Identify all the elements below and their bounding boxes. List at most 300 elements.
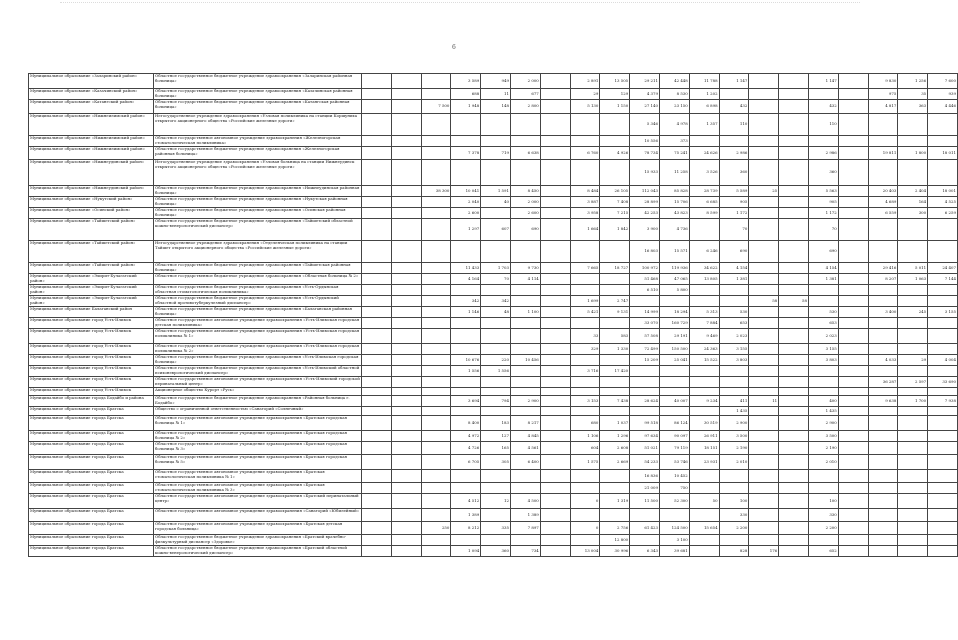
municipality-cell: Муниципальное образование город Усть-Илимск xyxy=(29,318,154,329)
value-cell xyxy=(630,535,660,546)
value-cell: 43 823 xyxy=(659,208,689,219)
health-institutions-table xyxy=(28,73,958,557)
value-cell xyxy=(898,407,928,416)
value-cell xyxy=(540,396,570,407)
value-cell xyxy=(779,186,809,197)
value-cell xyxy=(689,296,719,307)
value-cell: 70 xyxy=(808,219,838,241)
value-cell xyxy=(451,136,481,147)
value-cell: 4 512 xyxy=(451,494,481,509)
table-row xyxy=(29,147,958,160)
value-cell xyxy=(362,89,392,100)
value-cell xyxy=(540,509,570,522)
value-cell xyxy=(659,366,689,377)
value-cell: 220 xyxy=(481,355,511,366)
value-cell: 13 505 xyxy=(600,74,630,89)
value-cell xyxy=(451,318,481,329)
value-cell xyxy=(600,136,630,147)
municipality-cell: Муниципальное образование города Братска xyxy=(29,522,154,535)
value-cell xyxy=(510,114,540,136)
value-cell xyxy=(630,407,660,416)
table-row xyxy=(29,396,958,407)
value-cell xyxy=(838,296,868,307)
table-row xyxy=(29,208,958,219)
value-cell xyxy=(838,494,868,509)
value-cell: 250 xyxy=(421,522,451,535)
value-cell: 72 499 xyxy=(630,344,660,355)
table-body xyxy=(29,74,958,557)
value-cell: 25 xyxy=(749,186,779,197)
value-cell xyxy=(362,219,392,241)
value-cell: 18 001 xyxy=(928,186,958,197)
value-cell xyxy=(749,74,779,89)
municipality-cell: Муниципальное образование «Тайшетский район» xyxy=(29,219,154,241)
value-cell: 688 xyxy=(451,89,481,100)
value-cell xyxy=(779,355,809,366)
table-row xyxy=(29,89,958,100)
table-row xyxy=(29,483,958,494)
value-cell: 47 065 xyxy=(659,274,689,285)
value-cell xyxy=(421,219,451,241)
value-cell xyxy=(391,147,421,160)
value-cell xyxy=(362,546,392,557)
organization-cell: Областное государственное автономное учреждение здравоохранения «Братская городская больница № 1» xyxy=(154,416,362,431)
value-cell xyxy=(570,509,600,522)
value-cell: 30 996 xyxy=(600,546,630,557)
value-cell: 86 124 xyxy=(659,416,689,431)
value-cell: 3 400 xyxy=(868,307,898,318)
value-cell xyxy=(838,396,868,407)
value-cell xyxy=(600,470,630,483)
table-row xyxy=(29,546,958,557)
value-cell: 360 xyxy=(808,160,838,186)
value-cell xyxy=(540,160,570,186)
value-cell xyxy=(600,274,630,285)
value-cell xyxy=(749,263,779,274)
value-cell: 148 xyxy=(481,100,511,114)
value-cell: 9 469 xyxy=(689,329,719,344)
value-cell xyxy=(779,219,809,241)
value-cell xyxy=(749,509,779,522)
value-cell: 342 xyxy=(481,296,511,307)
value-cell: 245 xyxy=(898,307,928,318)
value-cell: 40 007 xyxy=(659,396,689,407)
value-cell xyxy=(868,407,898,416)
value-cell xyxy=(481,535,511,546)
value-cell xyxy=(391,136,421,147)
value-cell xyxy=(540,296,570,307)
value-cell: 11 xyxy=(749,396,779,407)
value-cell xyxy=(838,274,868,285)
value-cell xyxy=(898,483,928,494)
value-cell: 1 556 xyxy=(451,366,481,377)
value-cell: 11 433 xyxy=(451,263,481,274)
value-cell: 18 151 xyxy=(689,442,719,455)
value-cell xyxy=(868,442,898,455)
organization-cell: Областное государственное автономное учреждение здравоохранения «Усть-Илимская городская детская поликлиника» xyxy=(154,318,362,329)
value-cell xyxy=(630,509,660,522)
value-cell xyxy=(421,329,451,344)
organization-cell: Областное государственное бюджетное учреждение здравоохранения «Усть-Ордынская областная стоматологическая поликлиника» xyxy=(154,285,362,296)
value-cell xyxy=(659,407,689,416)
value-cell xyxy=(928,114,958,136)
value-cell: 4 004 xyxy=(928,355,958,366)
value-cell xyxy=(749,344,779,355)
value-cell xyxy=(749,442,779,455)
value-cell: 7 408 xyxy=(600,197,630,208)
value-cell xyxy=(362,263,392,274)
value-cell xyxy=(540,455,570,470)
value-cell: 1 591 xyxy=(481,186,511,197)
value-cell xyxy=(421,355,451,366)
value-cell: 124 500 xyxy=(659,522,689,535)
value-cell: 607 xyxy=(481,219,511,241)
value-cell: 342 xyxy=(451,296,481,307)
value-cell: 51 468 xyxy=(630,274,660,285)
value-cell xyxy=(540,344,570,355)
value-cell xyxy=(779,470,809,483)
organization-cell: Областное государственное автономное учреждение здравоохранения «Усть-Илимский городской перинатальный центр» xyxy=(155,376,360,386)
value-cell xyxy=(362,74,392,89)
organization-cell: Областное государственное бюджетное учреждение здравоохранения «Братский врачебно-физкультурный диспансер «Здоровье» xyxy=(154,535,362,546)
value-cell xyxy=(928,329,958,344)
value-cell xyxy=(570,483,600,494)
value-cell xyxy=(391,470,421,483)
value-cell xyxy=(391,494,421,509)
value-cell xyxy=(481,114,511,136)
value-cell: 680 xyxy=(570,416,600,431)
value-cell: 7 144 xyxy=(928,274,958,285)
value-cell xyxy=(510,285,540,296)
value-cell xyxy=(838,219,868,241)
value-cell: 2 000 xyxy=(510,74,540,89)
value-cell: 100 xyxy=(808,494,838,509)
value-cell: 1 556 xyxy=(481,366,511,377)
organization-cell: Областное государственное автономное учреждение здравоохранения «Братская детская городская больница» xyxy=(154,522,362,535)
value-cell: 939 xyxy=(928,89,958,100)
value-cell xyxy=(779,114,809,136)
table-row xyxy=(29,197,958,208)
scan-edge-artifact xyxy=(60,2,860,7)
value-cell: 9 131 xyxy=(600,307,630,318)
value-cell xyxy=(928,442,958,455)
organization-cell: Областное государственное бюджетное учреждение здравоохранения «Усть-Ордынский областной противотуберкулезный диспансер» xyxy=(154,296,362,307)
value-cell xyxy=(779,494,809,509)
value-cell: 2 756 xyxy=(600,522,630,535)
value-cell xyxy=(540,470,570,483)
value-cell xyxy=(421,431,451,442)
value-cell xyxy=(510,377,540,388)
value-cell: 24 626 xyxy=(689,147,719,160)
value-cell xyxy=(779,535,809,546)
value-cell: 1 800 xyxy=(898,147,928,160)
value-cell xyxy=(421,197,451,208)
value-cell: 15 654 xyxy=(689,522,719,535)
value-cell: 2 000 xyxy=(510,197,540,208)
value-cell xyxy=(779,377,809,388)
value-cell: 2 986 xyxy=(808,147,838,160)
value-cell: 530 xyxy=(808,307,838,318)
table-row xyxy=(29,318,958,329)
organization-cell: Областное государственное бюджетное учреждение здравоохранения «Осинская районная больница» xyxy=(154,208,362,219)
value-cell xyxy=(600,160,630,186)
table-row xyxy=(29,344,958,355)
value-cell xyxy=(391,263,421,274)
value-cell xyxy=(540,136,570,147)
value-cell xyxy=(719,388,749,396)
value-cell: 4 926 xyxy=(600,147,630,160)
value-cell: 905 xyxy=(719,197,749,208)
municipality-cell: Муниципальное образование города Братска xyxy=(29,407,154,416)
value-cell xyxy=(719,366,749,377)
value-cell xyxy=(719,377,749,388)
value-cell xyxy=(421,494,451,509)
value-cell xyxy=(868,416,898,431)
value-cell: 5 011 xyxy=(898,263,928,274)
value-cell xyxy=(540,74,570,89)
organization-cell: Областное государственное бюджетное учреждение здравоохранения «Усть-Илимская городская больница» xyxy=(154,355,362,366)
value-cell: 97 634 xyxy=(630,431,660,442)
value-cell xyxy=(481,509,511,522)
value-cell xyxy=(391,366,421,377)
value-cell xyxy=(868,522,898,535)
value-cell xyxy=(838,160,868,186)
value-cell xyxy=(749,522,779,535)
value-cell: 25 041 xyxy=(659,355,689,366)
value-cell xyxy=(510,318,540,329)
value-cell xyxy=(749,366,779,377)
table-row xyxy=(29,470,958,483)
value-cell xyxy=(451,329,481,344)
table-row xyxy=(29,136,958,147)
table-row xyxy=(29,186,958,197)
value-cell xyxy=(600,355,630,366)
value-cell: 7 438 xyxy=(600,396,630,407)
value-cell xyxy=(898,114,928,136)
value-cell xyxy=(779,147,809,160)
table-row xyxy=(29,431,958,442)
value-cell xyxy=(928,285,958,296)
value-cell xyxy=(391,197,421,208)
value-cell: 18 011 xyxy=(928,147,958,160)
organization-cell: Областное государственное бюджетное учреждение здравоохранения «Усть-Илимский областной психоневрологический диспансер» xyxy=(154,366,362,377)
value-cell: 2 891 xyxy=(570,74,600,89)
value-cell xyxy=(600,509,630,522)
municipality-cell: Муниципальное образование Балаганский район xyxy=(29,307,154,318)
table-row xyxy=(29,100,958,114)
organization-cell: Областное государственное бюджетное учреждение здравоохранения «Районная больница г. Бодайбо» xyxy=(154,396,362,407)
value-cell xyxy=(838,208,868,219)
value-cell: 604 xyxy=(570,442,600,455)
value-cell xyxy=(838,483,868,494)
value-cell xyxy=(540,377,570,388)
value-cell xyxy=(928,416,958,431)
municipality-cell: Муниципальное образование «Нижнеудинский район» xyxy=(29,160,154,186)
value-cell xyxy=(481,407,511,416)
value-cell xyxy=(362,509,392,522)
value-cell xyxy=(838,241,868,263)
value-cell xyxy=(481,136,511,147)
value-cell xyxy=(838,114,868,136)
value-cell xyxy=(540,522,570,535)
value-cell xyxy=(451,483,481,494)
value-cell xyxy=(779,431,809,442)
value-cell: 6 559 xyxy=(868,208,898,219)
table-row xyxy=(29,442,958,455)
value-cell: 2 023 xyxy=(719,329,749,344)
value-cell xyxy=(868,318,898,329)
value-cell xyxy=(898,241,928,263)
value-cell xyxy=(391,396,421,407)
value-cell: 1 389 xyxy=(510,509,540,522)
organization-cell: Областное государственное автономное учреждение здравоохранения «Братская стоматологическая поликлиника № 3» xyxy=(154,483,362,494)
value-cell: 8 450 xyxy=(510,186,540,197)
value-cell: 1 256 xyxy=(898,74,928,89)
value-cell: 3 694 xyxy=(451,396,481,407)
value-cell: 530 xyxy=(719,307,749,318)
value-cell: 10 556 xyxy=(630,136,660,147)
value-cell xyxy=(540,442,570,455)
value-cell xyxy=(421,274,451,285)
value-cell xyxy=(838,546,868,557)
value-cell: 1 700 xyxy=(898,396,928,407)
value-cell xyxy=(868,483,898,494)
value-cell xyxy=(540,147,570,160)
value-cell xyxy=(481,470,511,483)
value-cell xyxy=(928,344,958,355)
value-cell xyxy=(719,89,749,100)
value-cell xyxy=(659,388,689,396)
value-cell xyxy=(451,285,481,296)
value-cell xyxy=(749,470,779,483)
value-cell: 26 911 xyxy=(689,431,719,442)
value-cell xyxy=(421,285,451,296)
value-cell: 400 xyxy=(808,396,838,407)
value-cell: 0 xyxy=(570,522,600,535)
municipality-cell: Муниципальное образование города Братска xyxy=(29,416,154,431)
value-cell: 4 033 xyxy=(868,355,898,366)
value-cell xyxy=(600,241,630,263)
table-row xyxy=(29,160,958,186)
value-cell: 3 900 xyxy=(630,219,660,241)
value-cell xyxy=(510,160,540,186)
value-cell: 4 446 xyxy=(928,100,958,114)
value-cell: 6 510 xyxy=(630,285,660,296)
value-cell xyxy=(570,318,600,329)
value-cell xyxy=(362,442,392,455)
value-cell: 4 525 xyxy=(928,197,958,208)
value-cell: 28 624 xyxy=(630,396,660,407)
value-cell xyxy=(808,535,838,546)
value-cell: 42 448 xyxy=(659,74,689,89)
value-cell xyxy=(838,509,868,522)
municipality-cell: Муниципальное образование «Нукутский район» xyxy=(29,197,154,208)
value-cell: 4 379 xyxy=(630,89,660,100)
value-cell: 10 041 xyxy=(451,186,481,197)
table-row xyxy=(29,416,958,431)
value-cell: 2 200 xyxy=(808,522,838,535)
value-cell: 4 561 xyxy=(510,442,540,455)
value-cell xyxy=(779,522,809,535)
value-cell xyxy=(808,136,838,147)
value-cell xyxy=(749,416,779,431)
value-cell xyxy=(600,483,630,494)
value-cell: 160 729 xyxy=(659,318,689,329)
value-cell: 5 346 xyxy=(630,114,660,136)
value-cell: 4 845 xyxy=(510,431,540,442)
value-cell xyxy=(779,442,809,455)
organization-cell: Акционерное общество Курорт «Русь» xyxy=(154,388,362,396)
value-cell xyxy=(391,455,421,470)
value-cell: 39 681 xyxy=(659,546,689,557)
value-cell xyxy=(928,483,958,494)
value-cell xyxy=(868,494,898,509)
organization-cell: Областное государственное бюджетное учреждение здравоохранения «Казачинская районная больница» xyxy=(154,89,362,100)
value-cell: 34 622 xyxy=(689,263,719,274)
value-cell xyxy=(749,535,779,546)
value-cell xyxy=(749,483,779,494)
value-cell: 28 899 xyxy=(630,197,660,208)
value-cell xyxy=(928,388,958,396)
value-cell xyxy=(898,431,928,442)
value-cell xyxy=(570,241,600,263)
value-cell: 8 400 xyxy=(451,416,481,431)
value-cell xyxy=(362,274,392,285)
value-cell xyxy=(362,396,392,407)
organization-cell: Областное государственное бюджетное учреждение здравоохранения «Областная больница № 2» xyxy=(154,274,362,285)
value-cell: 110 xyxy=(719,114,749,136)
value-cell: 2 900 xyxy=(719,416,749,431)
value-cell: 18 727 xyxy=(600,263,630,274)
value-cell xyxy=(362,147,392,160)
value-cell xyxy=(421,74,451,89)
value-cell xyxy=(808,470,838,483)
value-cell xyxy=(779,136,809,147)
value-cell xyxy=(481,344,511,355)
value-cell xyxy=(928,546,958,557)
value-cell xyxy=(749,285,779,296)
value-cell: 100 xyxy=(719,494,749,509)
value-cell: 29 211 xyxy=(630,74,660,89)
table-row xyxy=(29,535,958,546)
value-cell: 4 154 xyxy=(719,263,749,274)
value-cell: 8 217 xyxy=(510,416,540,431)
value-cell: 2 600 xyxy=(510,208,540,219)
value-cell xyxy=(868,388,898,396)
value-cell: 1 037 xyxy=(600,416,630,431)
municipality-cell: Муниципальное образование «Тайшетский район» xyxy=(29,241,154,263)
value-cell: 6 685 xyxy=(689,197,719,208)
table-row xyxy=(29,274,958,285)
value-cell: 2 023 xyxy=(808,329,838,344)
value-cell xyxy=(689,509,719,522)
value-cell xyxy=(540,197,570,208)
value-cell xyxy=(689,219,719,241)
value-cell: 70 xyxy=(481,274,511,285)
value-cell: 21 009 xyxy=(630,483,660,494)
value-cell xyxy=(749,197,779,208)
value-cell: 1 202 xyxy=(689,89,719,100)
value-cell: 1 330 xyxy=(600,344,630,355)
value-cell xyxy=(808,296,838,307)
value-cell xyxy=(481,241,511,263)
value-cell xyxy=(928,318,958,329)
value-cell: 2 747 xyxy=(600,296,630,307)
value-cell: 2 800 xyxy=(510,100,540,114)
value-cell: 2 190 xyxy=(808,442,838,455)
value-cell xyxy=(749,114,779,136)
value-cell xyxy=(421,535,451,546)
